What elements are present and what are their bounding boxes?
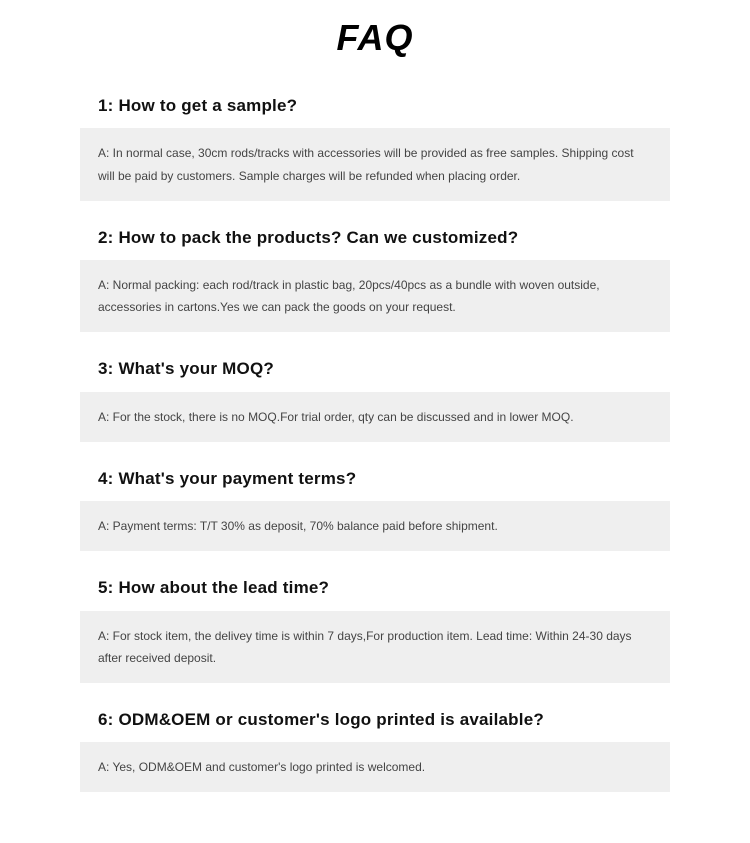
faq-answer-text: A: For the stock, there is no MOQ.For trial order, qty can be discussed and in lower MOQ. — [98, 409, 574, 424]
faq-answer-text: A: For stock item, the delivey time is within 7 days,For production item. Lead time: Within 24-30 days after received deposit. — [98, 628, 632, 665]
faq-answer — [80, 611, 670, 683]
faq-item — [80, 709, 670, 792]
faq-question: 3: What's your MOQ? — [98, 359, 274, 379]
faq-item — [80, 95, 670, 201]
faq-answer-text: A: In normal case, 30cm rods/tracks with accessories will be provided as free samples. Shipping cost will be paid by customers. Sample charges will be refunded when placing order. — [98, 146, 634, 183]
faq-item — [80, 577, 670, 683]
faq-answer — [80, 392, 670, 442]
faq-question: 1: How to get a sample? — [98, 96, 298, 116]
faq-answer-text: A: Normal packing: each rod/track in plastic bag, 20pcs/40pcs as a bundle with woven outside, accessories in cartons.Yes we can pack the goods on your request. — [98, 278, 600, 315]
faq-answer — [80, 501, 670, 551]
faq-answer-text: A: Yes, ODM&OEM and customer's logo printed is welcomed. — [98, 760, 426, 775]
faq-list — [0, 95, 750, 792]
faq-answer — [80, 128, 670, 200]
faq-page — [0, 16, 750, 843]
faq-question: 4: What's your payment terms? — [98, 468, 357, 488]
faq-question: 5: How about the lead time? — [98, 578, 330, 598]
faq-question: 2: How to pack the products? Can we customized? — [98, 227, 519, 247]
faq-question: 6: ODM&OEM or customer's logo printed is available? — [98, 709, 544, 729]
faq-item — [80, 227, 670, 333]
faq-answer — [80, 742, 670, 792]
faq-item — [80, 358, 670, 441]
page-title: FAQ — [336, 17, 414, 58]
faq-item — [80, 468, 670, 551]
faq-answer-text: A: Payment terms: T/T 30% as deposit, 70% balance paid before shipment. — [98, 519, 498, 534]
faq-answer — [80, 260, 670, 332]
